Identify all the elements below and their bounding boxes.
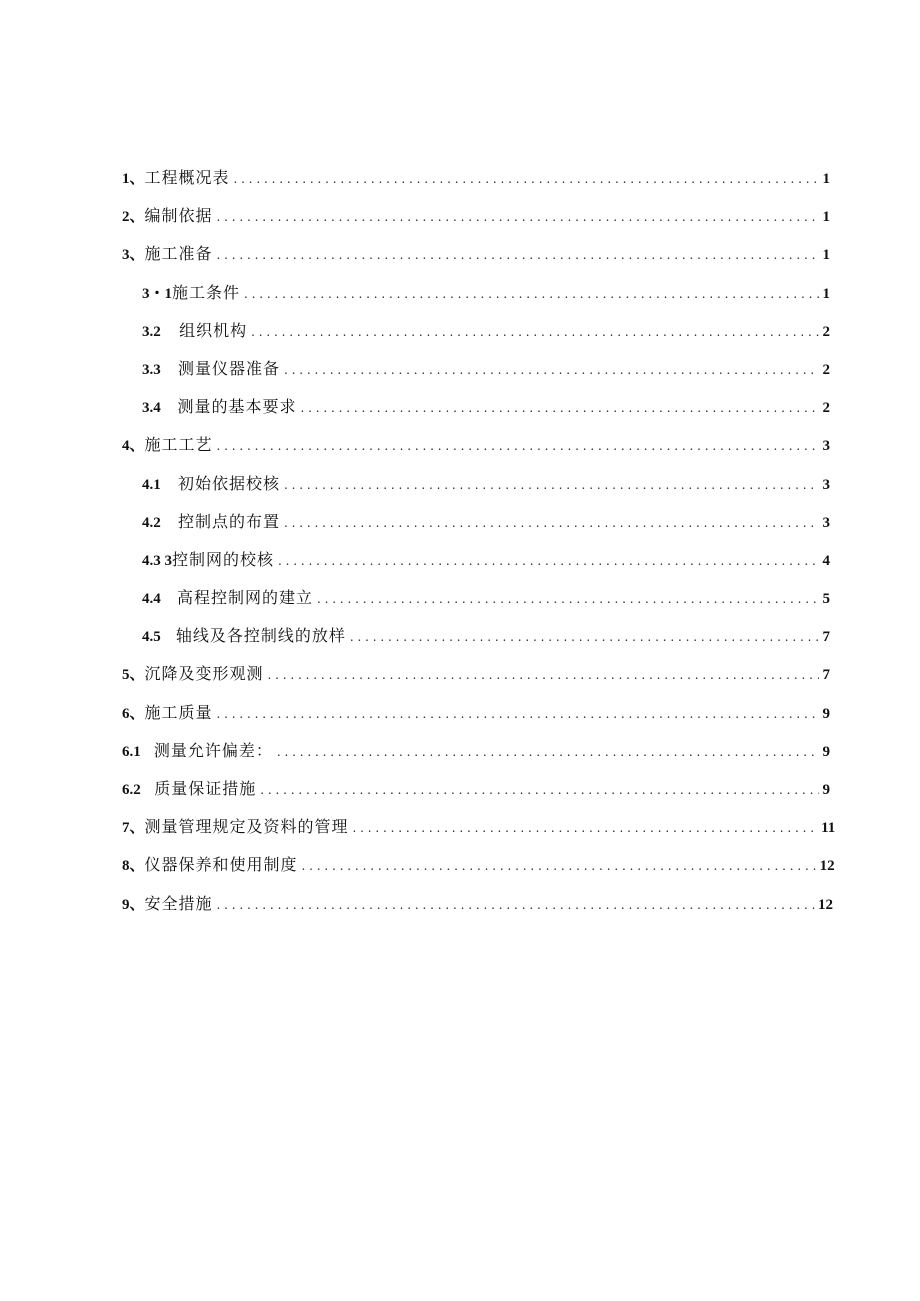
- toc-title: 安全措施: [144, 893, 213, 913]
- toc-number: 1、: [122, 171, 145, 187]
- toc-leader-dots: [217, 245, 819, 265]
- toc-number: 6.1: [122, 743, 141, 760]
- toc-title: 施工准备: [144, 244, 213, 264]
- toc-entry-7[interactable]: [122, 817, 836, 855]
- toc-leader-dots: [301, 398, 820, 418]
- toc-title: 施工工艺: [144, 435, 213, 455]
- toc-page-number: 12: [817, 896, 833, 913]
- toc-leader-dots: [217, 704, 819, 724]
- toc-title: 测量的基本要求: [177, 397, 297, 417]
- toc-number: 7、: [122, 820, 145, 837]
- toc-title: 仪器保养和使用制度: [144, 855, 298, 875]
- toc-title: 测量仪器准备: [178, 358, 281, 378]
- toc-leader-dots: [234, 169, 819, 189]
- toc-page-number: 2: [822, 400, 830, 417]
- toc-page-number: 1: [822, 285, 830, 302]
- toc-page-number: 4: [822, 552, 830, 569]
- toc-page-number: 3: [822, 476, 830, 493]
- toc-number: 3.4: [142, 400, 161, 417]
- toc-page-number: 12: [819, 858, 835, 875]
- toc-number: 3.3: [142, 361, 161, 378]
- toc-leader-dots: [217, 207, 819, 227]
- toc-number: 4.1: [142, 476, 161, 493]
- toc-number: 8、: [122, 858, 145, 875]
- toc-title: 施工质量: [144, 702, 213, 722]
- toc-number: 6.2: [122, 782, 141, 798]
- toc-title: 工程概况表: [144, 168, 230, 187]
- toc-title: 质量保证措施: [154, 779, 257, 798]
- toc-leader-dots: [277, 742, 819, 762]
- toc-entry-3-4[interactable]: [122, 397, 830, 435]
- toc-entry-4-4[interactable]: [122, 588, 830, 626]
- toc-number: 4.3 3: [142, 552, 172, 569]
- toc-number: 3・1: [142, 285, 173, 302]
- toc-leader-dots: [244, 284, 819, 304]
- toc-page-number: 9: [822, 705, 830, 722]
- toc-leader-dots: [278, 551, 819, 571]
- toc-page-number: 7: [822, 629, 830, 646]
- toc-leader-dots: [268, 665, 819, 685]
- toc-page-number: 3: [822, 514, 830, 531]
- toc-title: 测量允许偏差：: [153, 740, 273, 760]
- table-of-contents: [122, 168, 836, 932]
- toc-number: 4.4: [142, 591, 161, 608]
- toc-leader-dots: [353, 818, 819, 838]
- toc-page-number: 2: [822, 361, 830, 378]
- toc-number: 4、: [122, 438, 145, 455]
- toc-entry-4-1[interactable]: [122, 474, 830, 512]
- toc-page-number: 9: [822, 743, 830, 760]
- toc-entry-9[interactable]: [122, 893, 833, 932]
- toc-leader-dots: [260, 780, 819, 800]
- toc-number: 4.5: [142, 629, 161, 646]
- toc-number: 9、: [122, 896, 145, 913]
- toc-title: 高程控制网的建立: [176, 588, 313, 608]
- toc-number: 2、: [122, 209, 145, 226]
- toc-leader-dots: [317, 589, 819, 609]
- toc-leader-dots: [350, 627, 819, 647]
- toc-entry-4-2[interactable]: [122, 512, 830, 550]
- toc-title: 组织机构: [179, 320, 248, 340]
- toc-page-number: 11: [821, 820, 836, 837]
- toc-entry-4[interactable]: [122, 435, 830, 473]
- toc-entry-6-1[interactable]: [122, 741, 830, 779]
- toc-page-number: 1: [822, 247, 830, 264]
- toc-page-number: 1: [822, 209, 830, 226]
- toc-entry-3[interactable]: [122, 244, 830, 282]
- toc-entry-1[interactable]: [122, 168, 830, 206]
- toc-entry-2[interactable]: [122, 206, 830, 244]
- toc-number: 3.2: [142, 323, 161, 340]
- toc-entry-4-5[interactable]: [122, 626, 830, 664]
- toc-leader-dots: [251, 322, 819, 342]
- toc-number: 5、: [122, 667, 145, 684]
- toc-number: 4.2: [142, 514, 161, 531]
- toc-title: 控制网的校核: [172, 549, 275, 569]
- toc-page-number: 5: [822, 591, 830, 608]
- toc-entry-3-3[interactable]: [122, 359, 830, 397]
- toc-leader-dots: [284, 475, 819, 495]
- toc-leader-dots: [284, 513, 819, 533]
- toc-title: 编制依据: [144, 206, 213, 226]
- toc-entry-6[interactable]: [122, 703, 830, 741]
- toc-title: 沉降及变形观测: [144, 664, 264, 684]
- toc-number: 6、: [122, 705, 145, 722]
- toc-entry-8[interactable]: [122, 855, 835, 893]
- toc-entry-5[interactable]: [122, 664, 830, 702]
- toc-entry-4-3[interactable]: [122, 550, 830, 588]
- toc-title: 测量管理规定及资料的管理: [144, 817, 349, 837]
- toc-leader-dots: [217, 895, 815, 915]
- toc-title: 轴线及各控制线的放样: [175, 626, 346, 646]
- toc-title: 初始依据校核: [178, 473, 281, 493]
- toc-page-number: 1: [822, 171, 830, 187]
- toc-leader-dots: [217, 436, 819, 456]
- toc-page-number: 3: [822, 438, 830, 455]
- toc-number: 3、: [122, 247, 145, 264]
- toc-entry-3-2[interactable]: [122, 321, 830, 359]
- toc-entry-3-1[interactable]: [122, 283, 830, 321]
- toc-page-number: 9: [822, 782, 830, 798]
- toc-title: 控制点的布置: [178, 511, 281, 531]
- toc-leader-dots: [284, 360, 819, 380]
- toc-page-number: 2: [822, 323, 830, 340]
- toc-page-number: 7: [822, 667, 830, 684]
- toc-leader-dots: [302, 856, 817, 876]
- toc-entry-6-2[interactable]: [122, 779, 830, 817]
- toc-title: 施工条件: [172, 282, 241, 302]
